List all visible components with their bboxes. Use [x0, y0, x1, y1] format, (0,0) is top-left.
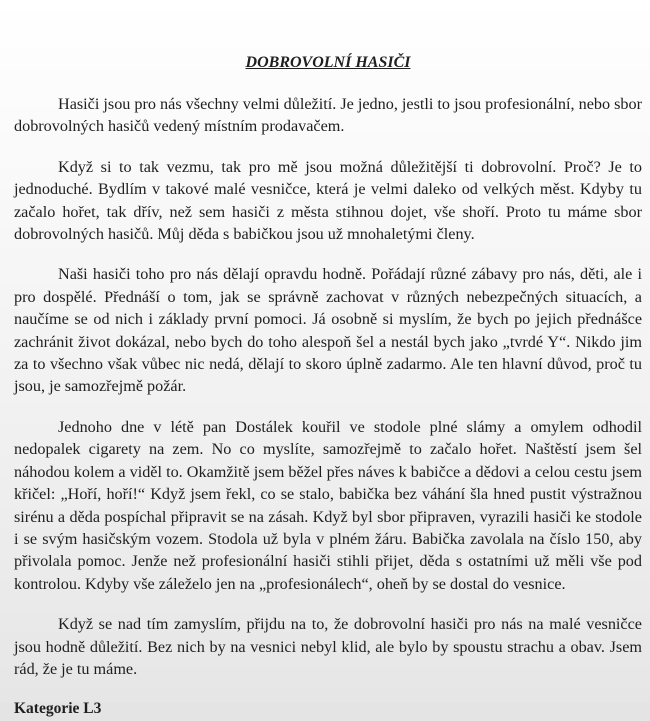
paragraph-text: Jednoho dne v létě pan Dostálek kouřil ve stodole plné slámy a omylem odhodil nedopalek cigarety na zem. No co myslíte, samozřejmě to začalo hořet. Naštěstí jsem šel náhodou kolem a viděl to. Okamžitě jsem běžel přes náves k babičce a dědovi a celou cestu jsem křičel: „Hoří, hoří!“ Když jsem řekl, co se stalo, babička bez váhání šla hned pustit výstražnou sirénu a děda pospíchal připravit se na zásah. Když byl sbor připraven, vyrazili hasiči ke stodole i se svým hasičským vozem. Stodola už byla v plném žáru. Babička zavolala na číslo 150, aby přivolala pomoc. Jenže než profesionální hasiči stihli přijet, děda s ostatními už měli vše pod kontrolou. Kdyby vše záleželo jen na „profesionálech“, oheň by se dostal do vesnice. — [14, 417, 642, 593]
paragraph-3 — [14, 263, 642, 397]
paragraph-text: Když si to tak vezmu, tak pro mě jsou možná důležitější ti dobrovolní. Proč? Je to jednoduché. Bydlím v takové malé vesničce, která je velmi daleko od velkých měst. Kdyby tu začalo hořet, tak dřív, než sem hasiči z města stihnou dojet, vše shoří. Proto tu máme sbor dobrovolných hasičů. Můj děda s babičkou jsou už mnohaletými členy. — [14, 157, 642, 244]
essay-content — [14, 52, 642, 721]
paragraph-4 — [14, 416, 642, 595]
category-label: Kategorie L3 — [14, 700, 102, 718]
paragraph-text: Naši hasiči toho pro nás dělají opravdu hodně. Pořádají různé zábavy pro nás, děti, ale i pro dospělé. Přednáší o tom, jak se správně zachovat v různých nebezpečných situacích, a naučíme se od nich i základy první pomoci. Já osobně si myslím, že bych po jejich přednášce zachránit život dokázal, nebo bych do toho alespoň šel a nestál bych jako „tvrdé Y“. Nikdo jim za to všechno však vůbec nic nedá, dělají to skoro úplně zadarmo. Ale ten hlavní důvod, proč tu jsou, je samozřejmě požár. — [14, 265, 642, 396]
paragraph-2 — [14, 156, 642, 246]
document-title: DOBROVOLNÍ HASIČI — [245, 54, 411, 71]
paragraph-text: Hasiči jsou pro nás všechny velmi důležití. Je jedno, jestli to jsou profesionální, nebo sbor dobrovolných hasičů vedený místním prodavačem. — [14, 95, 642, 136]
paragraph-5 — [14, 613, 642, 680]
paragraph-text: Když se nad tím zamyslím, přijdu na to, že dobrovolní hasiči pro nás na malé vesničce jsou hodně důležití. Bez nich by na vesnici nebyl klid, ale bylo by spoustu strachu a obav. Jsem rád, že je tu máme. — [14, 615, 642, 678]
paragraph-1 — [14, 93, 642, 138]
